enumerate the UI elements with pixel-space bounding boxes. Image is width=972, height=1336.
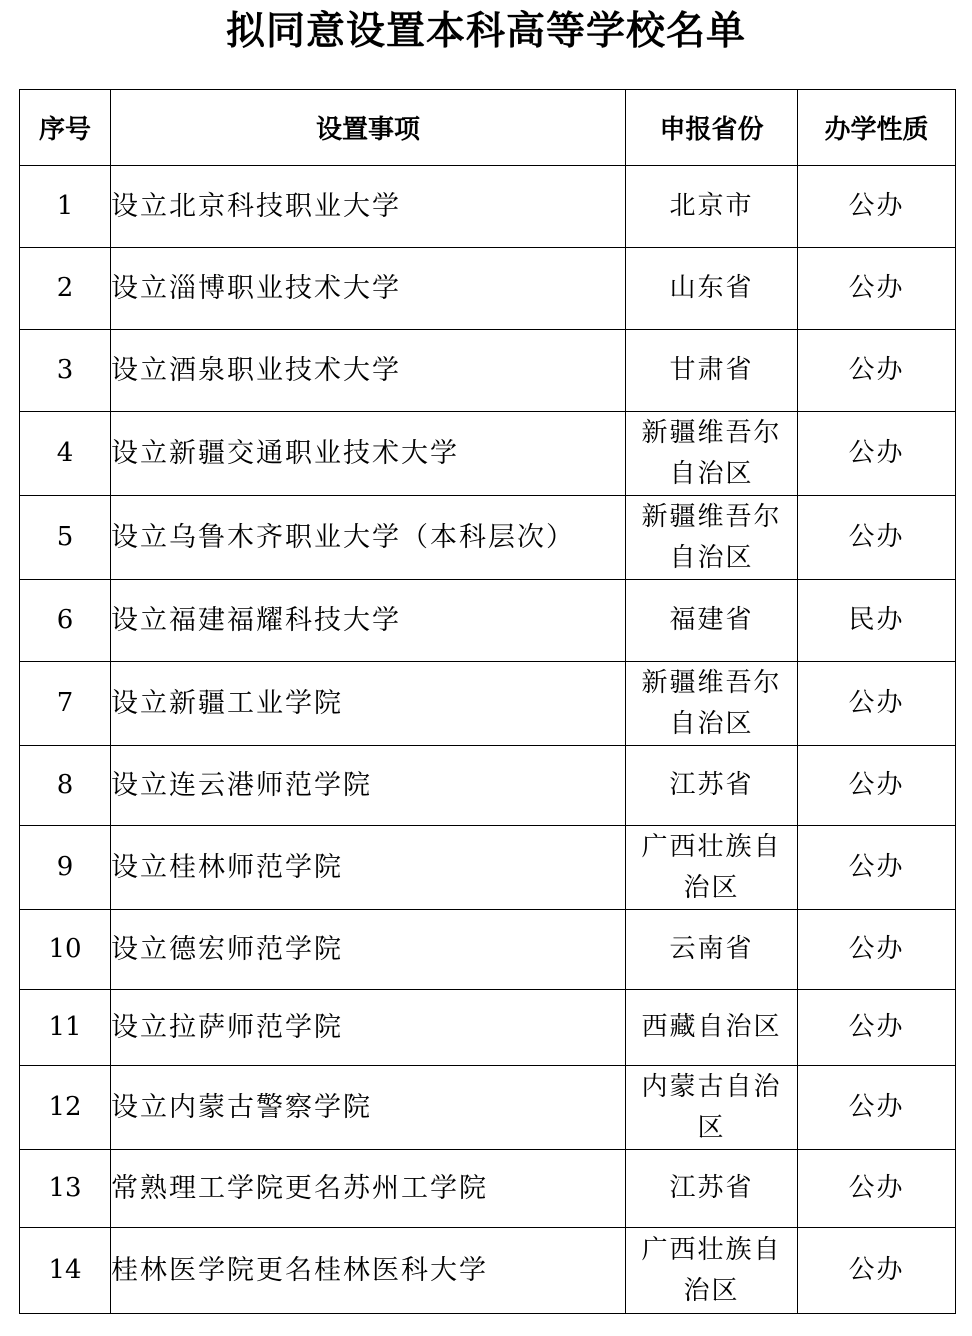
row-num-cell (20, 990, 111, 1066)
row-type-cell (798, 746, 956, 826)
row-province: 福建省 (669, 605, 754, 635)
row-num-cell (20, 1228, 111, 1314)
table-row (20, 746, 956, 826)
row-type-cell (798, 826, 956, 910)
row-type-cell (798, 990, 956, 1066)
table-body (20, 166, 956, 1314)
row-type: 公办 (848, 852, 905, 882)
row-item-cell (111, 1150, 626, 1228)
row-item-cell (111, 330, 626, 412)
row-province: 内蒙古自治区 (641, 1071, 782, 1143)
row-num-cell (20, 496, 111, 580)
row-province: 广西壮族自治区 (641, 1234, 782, 1306)
page-title: 拟同意设置本科高等学校名单 (225, 9, 746, 54)
row-item: 设立淄博职业技术大学 (111, 273, 401, 304)
table-row (20, 166, 956, 248)
row-num: 2 (56, 273, 74, 303)
row-type: 公办 (848, 934, 905, 964)
row-item-cell (111, 910, 626, 990)
row-province-cell (626, 826, 798, 910)
row-type: 公办 (848, 191, 905, 221)
row-province-cell (626, 330, 798, 412)
table-row (20, 248, 956, 330)
row-num-cell (20, 1066, 111, 1150)
row-num: 6 (56, 605, 74, 635)
row-province: 北京市 (669, 191, 754, 221)
row-province-cell (626, 662, 798, 746)
row-province: 云南省 (669, 934, 754, 964)
table-row (20, 412, 956, 496)
row-num: 5 (56, 522, 74, 552)
row-item-cell (111, 1066, 626, 1150)
row-item: 设立连云港师范学院 (111, 770, 372, 801)
row-num: 1 (56, 191, 74, 221)
row-province: 广西壮族自治区 (641, 831, 782, 903)
table-row (20, 1228, 956, 1314)
row-num: 9 (56, 852, 74, 882)
row-item-cell (111, 496, 626, 580)
table-header-row (20, 90, 956, 166)
row-item-cell (111, 662, 626, 746)
row-num-cell (20, 746, 111, 826)
row-item-cell (111, 990, 626, 1066)
row-province: 新疆维吾尔自治区 (641, 417, 782, 489)
row-num: 8 (56, 770, 74, 800)
row-type-cell (798, 496, 956, 580)
row-type: 公办 (848, 1173, 905, 1203)
row-num-cell (20, 910, 111, 990)
row-item-cell (111, 826, 626, 910)
row-num: 3 (56, 355, 74, 385)
row-item: 常熟理工学院更名苏州工学院 (111, 1173, 488, 1204)
row-item-cell (111, 580, 626, 662)
row-type: 公办 (848, 1092, 905, 1122)
row-item: 设立内蒙古警察学院 (111, 1092, 372, 1123)
row-type-cell (798, 412, 956, 496)
row-item: 设立德宏师范学院 (111, 934, 343, 965)
row-province: 新疆维吾尔自治区 (641, 667, 782, 739)
row-num: 7 (56, 688, 74, 718)
row-province-cell (626, 412, 798, 496)
row-type: 公办 (848, 1012, 905, 1042)
row-province: 甘肃省 (669, 355, 754, 385)
row-province: 山东省 (669, 273, 754, 303)
row-num: 14 (48, 1255, 82, 1285)
table-row (20, 990, 956, 1066)
row-province-cell (626, 1150, 798, 1228)
row-province-cell (626, 496, 798, 580)
row-type: 民办 (848, 605, 905, 635)
row-province-cell (626, 910, 798, 990)
row-item: 设立桂林师范学院 (111, 852, 343, 883)
row-num-cell (20, 826, 111, 910)
row-province: 江苏省 (669, 1173, 754, 1203)
table-row (20, 662, 956, 746)
row-item: 设立乌鲁木齐职业大学（本科层次） (111, 522, 575, 553)
row-province-cell (626, 580, 798, 662)
row-item: 设立福建福耀科技大学 (111, 605, 401, 636)
row-province: 新疆维吾尔自治区 (641, 501, 782, 573)
row-type-cell (798, 580, 956, 662)
row-item-cell (111, 248, 626, 330)
row-num: 11 (48, 1012, 82, 1042)
row-type-cell (798, 166, 956, 248)
row-num-cell (20, 248, 111, 330)
row-province-cell (626, 248, 798, 330)
row-num: 10 (48, 934, 82, 964)
row-num: 4 (56, 438, 74, 468)
table-row (20, 910, 956, 990)
header-type: 办学性质 (798, 90, 956, 166)
table-row (20, 1150, 956, 1228)
row-type-cell (798, 1066, 956, 1150)
table-row (20, 496, 956, 580)
table-row (20, 580, 956, 662)
row-num-cell (20, 1150, 111, 1228)
school-list-table (19, 89, 956, 1314)
row-type: 公办 (848, 355, 905, 385)
row-type: 公办 (848, 1255, 905, 1285)
row-item: 设立拉萨师范学院 (111, 1012, 343, 1043)
row-item-cell (111, 1228, 626, 1314)
header-num: 序号 (20, 90, 111, 166)
header-item: 设置事项 (111, 90, 626, 166)
row-num-cell (20, 412, 111, 496)
row-type-cell (798, 662, 956, 746)
table-row (20, 330, 956, 412)
row-num: 12 (48, 1092, 82, 1122)
row-item: 设立北京科技职业大学 (111, 191, 401, 222)
row-item: 设立新疆交通职业技术大学 (111, 438, 459, 469)
row-type: 公办 (848, 522, 905, 552)
row-num: 13 (48, 1173, 82, 1203)
row-item: 设立酒泉职业技术大学 (111, 355, 401, 386)
row-item-cell (111, 412, 626, 496)
row-type-cell (798, 1150, 956, 1228)
row-province-cell (626, 990, 798, 1066)
row-num-cell (20, 662, 111, 746)
header-province: 申报省份 (626, 90, 798, 166)
row-province: 江苏省 (669, 770, 754, 800)
row-type: 公办 (848, 688, 905, 718)
row-type-cell (798, 330, 956, 412)
row-type-cell (798, 910, 956, 990)
row-province: 西藏自治区 (641, 1012, 782, 1042)
row-item-cell (111, 746, 626, 826)
row-type: 公办 (848, 770, 905, 800)
table-row (20, 826, 956, 910)
row-province-cell (626, 1066, 798, 1150)
row-type-cell (798, 1228, 956, 1314)
row-province-cell (626, 166, 798, 248)
row-item: 设立新疆工业学院 (111, 688, 343, 719)
row-province-cell (626, 1228, 798, 1314)
row-item-cell (111, 166, 626, 248)
row-province-cell (626, 746, 798, 826)
row-type-cell (798, 248, 956, 330)
row-type: 公办 (848, 438, 905, 468)
row-item: 桂林医学院更名桂林医科大学 (111, 1255, 488, 1286)
row-num-cell (20, 580, 111, 662)
row-num-cell (20, 330, 111, 412)
row-num-cell (20, 166, 111, 248)
table-row (20, 1066, 956, 1150)
row-type: 公办 (848, 273, 905, 303)
